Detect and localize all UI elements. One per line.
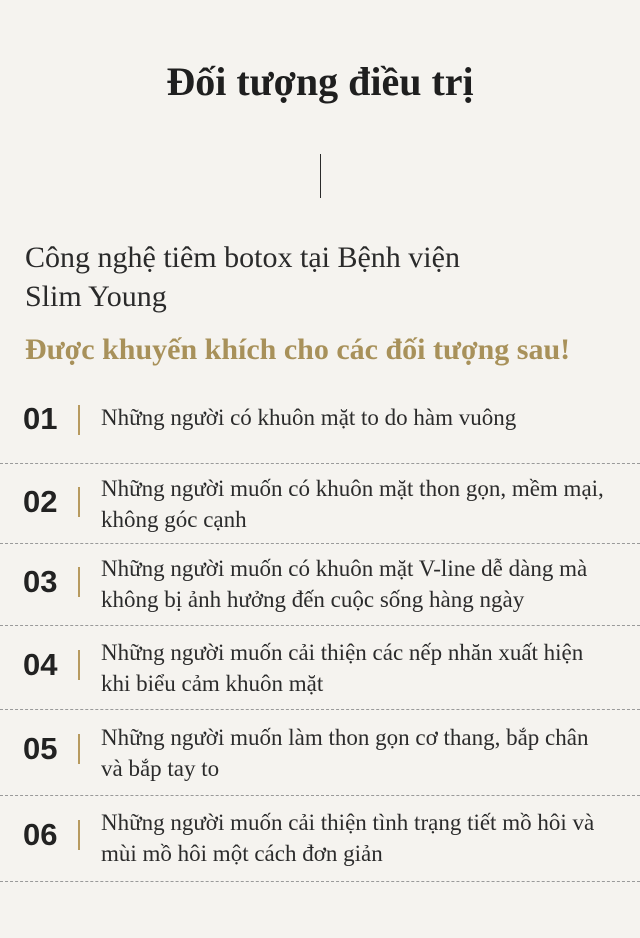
item-text-line-1: Những người có khuôn mặt to do hàm vuông — [101, 405, 517, 430]
dashed-divider — [0, 463, 640, 464]
item-separator-bar — [78, 487, 80, 517]
recommendation-heading: Được khuyến khích cho các đối tượng sau! — [25, 333, 571, 366]
item-text-line-2: không góc cạnh — [101, 507, 247, 532]
item-number: 02 — [23, 484, 58, 519]
dashed-divider — [0, 625, 640, 626]
item-text — [101, 637, 631, 699]
item-text-line-1: Những người muốn có khuôn mặt thon gọn, mềm mại, — [101, 476, 604, 501]
item-text — [101, 402, 631, 433]
item-text-line-2: khi biểu cảm khuôn mặt — [101, 671, 324, 696]
dashed-divider — [0, 709, 640, 710]
item-separator-bar — [78, 820, 80, 850]
item-number: 06 — [23, 817, 58, 852]
item-text — [101, 722, 631, 784]
item-text-line-1: Những người muốn có khuôn mặt V-line dễ dàng mà — [101, 556, 588, 581]
item-text — [101, 473, 631, 535]
dashed-divider — [0, 795, 640, 796]
item-number: 04 — [23, 647, 58, 682]
page-title: Đối tượng điều trị — [166, 59, 474, 104]
item-text — [101, 553, 631, 615]
item-number: 05 — [23, 731, 58, 766]
item-text-line-2: không bị ảnh hưởng đến cuộc sống hàng ngày — [101, 587, 525, 612]
item-text-line-2: và bắp tay to — [101, 756, 220, 781]
dashed-divider — [0, 881, 640, 882]
item-text-line-1: Những người muốn cải thiện tình trạng tiết mồ hôi và — [101, 810, 595, 835]
item-text-line-1: Những người muốn cải thiện các nếp nhăn xuất hiện — [101, 640, 584, 665]
item-text — [101, 807, 631, 869]
item-separator-bar — [78, 567, 80, 597]
item-number: 01 — [23, 401, 58, 436]
vertical-divider — [320, 154, 321, 198]
intro-text — [25, 238, 625, 316]
intro-line-1: Công nghệ tiêm botox tại Bệnh viện — [25, 241, 460, 274]
item-text-line-1: Những người muốn làm thon gọn cơ thang, bắp chân — [101, 725, 589, 750]
item-separator-bar — [78, 650, 80, 680]
item-text-line-2: mùi mồ hôi một cách đơn giản — [101, 841, 383, 866]
item-separator-bar — [78, 734, 80, 764]
item-separator-bar — [78, 405, 80, 435]
intro-line-2: Slim Young — [25, 280, 167, 313]
item-number: 03 — [23, 564, 58, 599]
dashed-divider — [0, 543, 640, 544]
